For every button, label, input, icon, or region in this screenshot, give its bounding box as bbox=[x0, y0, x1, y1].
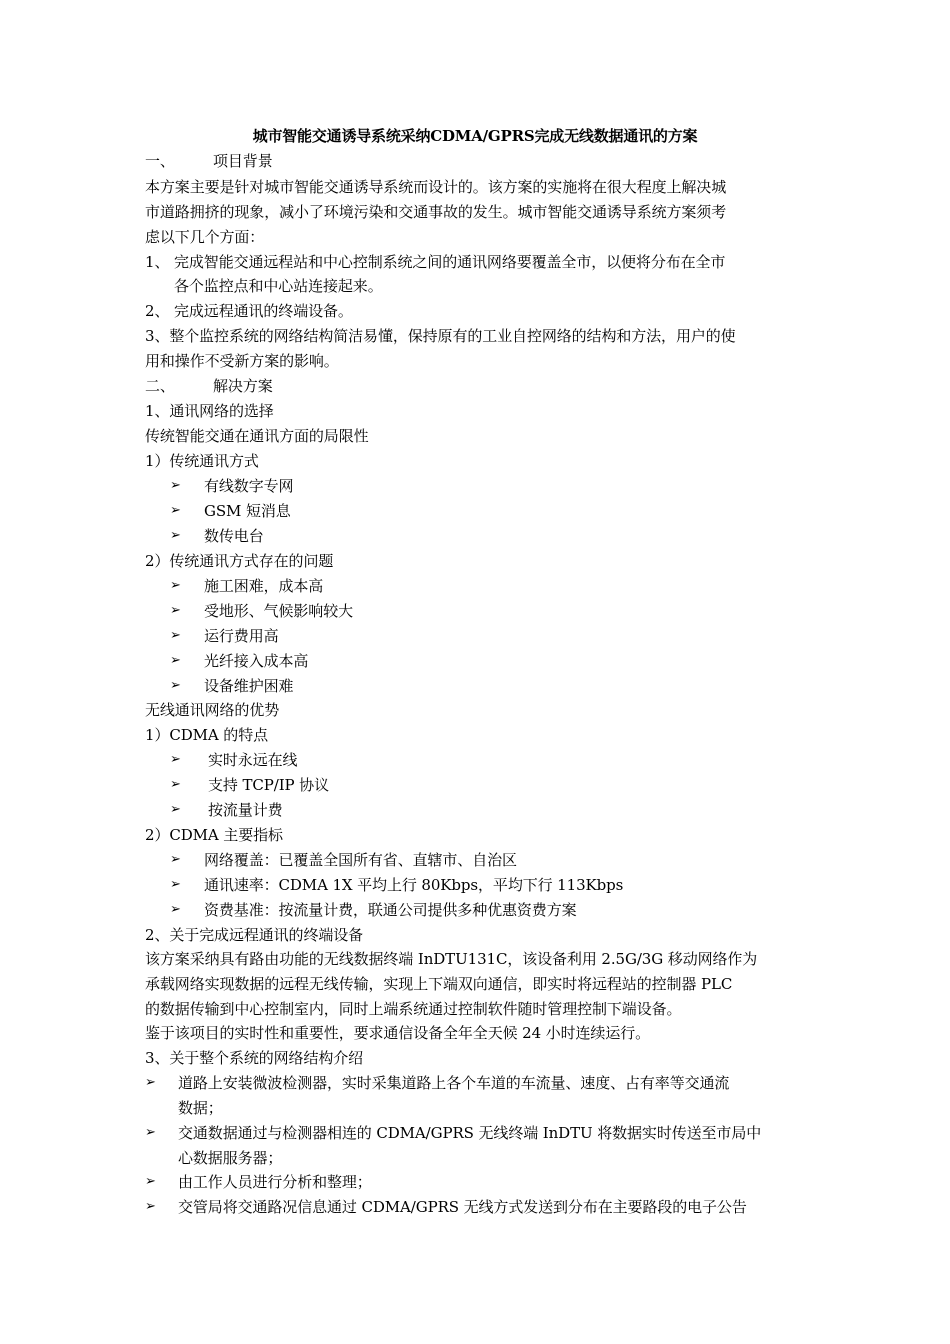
requirement-item: 1、 完成智能交通远程站和中心控制系统之间的通讯网络要覆盖全市，以便将分布在全市 bbox=[145, 253, 726, 271]
arrow-bullet-icon: ➢ bbox=[170, 578, 181, 593]
arrow-bullet-icon: ➢ bbox=[170, 628, 181, 643]
paragraph-line: 本方案主要是针对城市智能交通诱导系统而设计的。该方案的实施将在很大程度上解决城 bbox=[145, 178, 727, 196]
requirement-item: 3、整个监控系统的网络结构简洁易懂，保持原有的工业自控网络的结构和方法，用户的使 bbox=[145, 327, 736, 345]
paragraph-line: 虑以下几个方面： bbox=[145, 228, 265, 246]
requirement-item: 2、 完成远程通讯的终端设备。 bbox=[145, 302, 353, 320]
requirement-item-continuation: 用和操作不受新方案的影响。 bbox=[145, 352, 339, 370]
list-item: 有线数字专网 bbox=[204, 477, 294, 495]
list-item: 设备维护困难 bbox=[204, 677, 294, 695]
list-item: 光纤接入成本高 bbox=[204, 652, 309, 670]
list-item: 道路上安装微波检测器，实时采集道路上各个车道的车流量、速度、占有率等交通流 bbox=[178, 1074, 730, 1092]
arrow-bullet-icon: ➢ bbox=[170, 802, 181, 817]
arrow-bullet-icon: ➢ bbox=[170, 852, 181, 867]
list-item: 实时永远在线 bbox=[208, 751, 298, 769]
arrow-bullet-icon: ➢ bbox=[170, 902, 181, 917]
list-title: 2）传统通讯方式存在的问题 bbox=[145, 552, 334, 570]
arrow-bullet-icon: ➢ bbox=[170, 777, 181, 792]
subsection-heading: 3、关于整个系统的网络结构介绍 bbox=[145, 1049, 364, 1067]
list-title: 1）传统通讯方式 bbox=[145, 452, 259, 470]
document-title: 城市智能交通诱导系统采纳CDMA/GPRS完成无线数据通讯的方案 bbox=[252, 127, 698, 145]
section-label: 项目背景 bbox=[213, 152, 273, 170]
arrow-bullet-icon: ➢ bbox=[170, 503, 181, 518]
arrow-bullet-icon: ➢ bbox=[170, 752, 181, 767]
section-number: 二、 bbox=[145, 377, 175, 395]
paragraph-line: 承载网络实现数据的远程无线传输，实现上下端双向通信，即实时将远程站的控制器 PLC bbox=[145, 975, 733, 993]
section-label: 解决方案 bbox=[213, 377, 273, 395]
arrow-bullet-icon: ➢ bbox=[145, 1174, 156, 1189]
list-item: 资费基准：按流量计费，联通公司提供多种优惠资费方案 bbox=[204, 901, 577, 919]
paragraph-line: 该方案采纳具有路由功能的无线数据终端 InDTU131C，该设备利用 2.5G/3G 移动网络作为 bbox=[145, 950, 758, 968]
subsection-heading: 1、通讯网络的选择 bbox=[145, 402, 274, 420]
list-item: 运行费用高 bbox=[204, 627, 279, 645]
arrow-bullet-icon: ➢ bbox=[145, 1125, 156, 1140]
list-item: 由工作人员进行分析和整理； bbox=[178, 1173, 372, 1191]
paragraph-line: 鉴于该项目的实时性和重要性，要求通信设备全年全天候 24 小时连续运行。 bbox=[145, 1024, 651, 1042]
list-item: GSM 短消息 bbox=[204, 502, 291, 520]
list-item: 施工困难，成本高 bbox=[204, 577, 324, 595]
paragraph-line: 传统智能交通在通讯方面的局限性 bbox=[145, 427, 369, 445]
requirement-item-continuation: 各个监控点和中心站连接起来。 bbox=[174, 277, 383, 295]
list-item: 交管局将交通路况信息通过 CDMA/GPRS 无线方式发送到分布在主要路段的电子公告 bbox=[178, 1198, 747, 1216]
list-item: 通讯速率：CDMA 1X 平均上行 80Kbps，平均下行 113Kbps bbox=[204, 876, 624, 894]
arrow-bullet-icon: ➢ bbox=[170, 478, 181, 493]
subsection-heading: 2、关于完成远程通讯的终端设备 bbox=[145, 926, 364, 944]
arrow-bullet-icon: ➢ bbox=[145, 1199, 156, 1214]
section-heading-background bbox=[145, 151, 811, 171]
paragraph-line: 市道路拥挤的现象，减小了环境污染和交通事故的发生。城市智能交通诱导系统方案须考 bbox=[145, 203, 727, 221]
list-item: 网络覆盖：已覆盖全国所有省、直辖市、自治区 bbox=[204, 851, 517, 869]
arrow-bullet-icon: ➢ bbox=[145, 1075, 156, 1090]
paragraph-line: 的数据传输到中心控制室内，同时上端系统通过控制软件随时管理控制下端设备。 bbox=[145, 1000, 682, 1018]
list-item: 数传电台 bbox=[204, 527, 264, 545]
section-number: 一、 bbox=[145, 152, 175, 170]
list-title: 1）CDMA 的特点 bbox=[145, 726, 269, 744]
list-item-continuation: 数据； bbox=[178, 1099, 223, 1117]
list-item: 交通数据通过与检测器相连的 CDMA/GPRS 无线终端 InDTU 将数据实时传送至市局中 bbox=[178, 1124, 762, 1142]
arrow-bullet-icon: ➢ bbox=[170, 678, 181, 693]
list-title: 2）CDMA 主要指标 bbox=[145, 826, 283, 844]
arrow-bullet-icon: ➢ bbox=[170, 877, 181, 892]
section-heading-solution bbox=[145, 376, 811, 396]
list-item-continuation: 心数据服务器； bbox=[178, 1149, 283, 1167]
arrow-bullet-icon: ➢ bbox=[170, 603, 181, 618]
paragraph-line: 无线通讯网络的优势 bbox=[145, 701, 280, 719]
list-item: 受地形、气候影响较大 bbox=[204, 602, 354, 620]
list-item: 支持 TCP/IP 协议 bbox=[208, 776, 329, 794]
arrow-bullet-icon: ➢ bbox=[170, 528, 181, 543]
list-item: 按流量计费 bbox=[208, 801, 283, 819]
arrow-bullet-icon: ➢ bbox=[170, 653, 181, 668]
